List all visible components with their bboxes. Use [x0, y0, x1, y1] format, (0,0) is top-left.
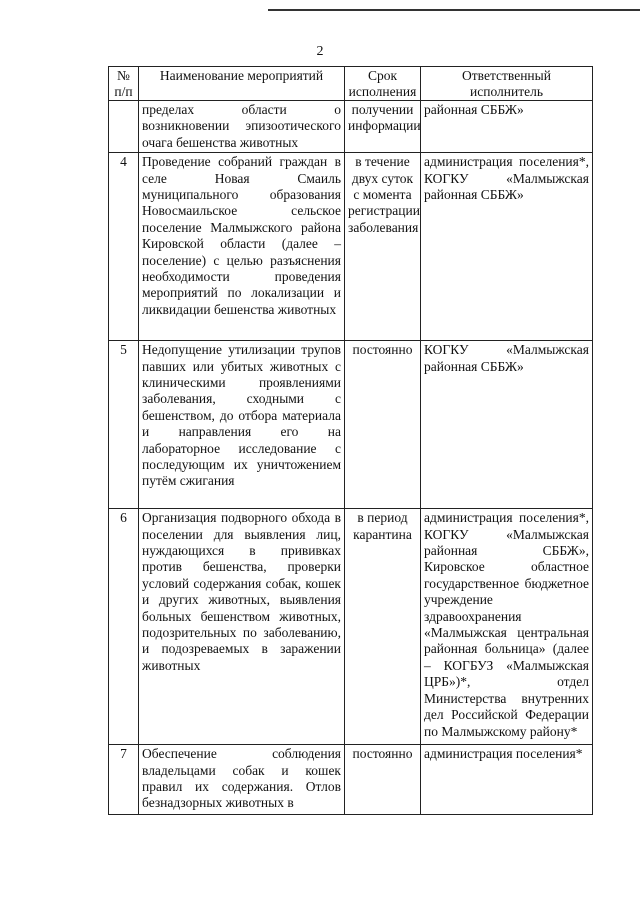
row-num: 7	[109, 745, 139, 815]
row-resp: администрация поселения*, КОГКУ «Малмыжская районная СББЖ», Кировское областное государственное бюджетное учреждение здравоохранения «Малмыжская центральная районная больница» (далее – КОГБУЗ «Малмыжская ЦРБ»)*, отдел Министерства внутренних дел Российской Федерации по Малмыжскому району*	[421, 509, 593, 745]
row-num	[109, 101, 139, 153]
row-num: 6	[109, 509, 139, 745]
row-resp: администрация поселения*	[421, 745, 593, 815]
row-term: постоянно	[345, 341, 421, 509]
table-row	[109, 745, 593, 815]
page-number: 2	[316, 44, 324, 59]
table-row	[109, 153, 593, 341]
row-name: Проведение собраний граждан в селе Новая Смаиль муниципального образования Новосмаильское сельское поселение Малмыжского района Кировской области (далее – поселение) с целью разъяснения необходимости проведения мероприятий по локализации и ликвидации бешенства животных	[139, 153, 345, 341]
row-term: получении информации	[345, 101, 421, 153]
table-row	[109, 101, 593, 153]
header-name: Наименование мероприятий	[139, 67, 345, 101]
header-num: № п/п	[109, 67, 139, 101]
header-resp: Ответственный исполнитель	[421, 67, 593, 101]
top-rule	[268, 9, 640, 11]
table-row	[109, 509, 593, 745]
row-resp: КОГКУ «Малмыжская районная СББЖ»	[421, 341, 593, 509]
table-row	[109, 341, 593, 509]
row-num: 5	[109, 341, 139, 509]
row-term: в течение двух суток с момента регистрации заболевания	[345, 153, 421, 341]
row-term: в период карантина	[345, 509, 421, 745]
row-resp: районная СББЖ»	[421, 101, 593, 153]
row-num: 4	[109, 153, 139, 341]
row-name: Организация подворного обхода в поселении для выявления лиц, нуждающихся в прививках против бешенства, проверки условий содержания собак, кошек и других животных, выявления больных бешенством животных, подозрительных по заболеванию, и подозреваемых в заражении животных	[139, 509, 345, 745]
header-term: Срок исполнения	[345, 67, 421, 101]
table-header-row	[109, 67, 593, 101]
row-name: Обеспечение соблюдения владельцами собак и кошек правил их содержания. Отлов безнадзорных животных в	[139, 745, 345, 815]
measures-table	[108, 66, 593, 815]
row-name: пределах области о возникновении эпизоотического очага бешенства животных	[139, 101, 345, 153]
row-term: постоянно	[345, 745, 421, 815]
row-resp: администрация поселения*, КОГКУ «Малмыжская районная СББЖ»	[421, 153, 593, 341]
row-name: Недопущение утилизации трупов павших или убитых животных с клиническими проявлениями заболевания, сходными с бешенством, до отбора материала и направления его на лабораторное исследование с последующим их уничтожением путём сжигания	[139, 341, 345, 509]
